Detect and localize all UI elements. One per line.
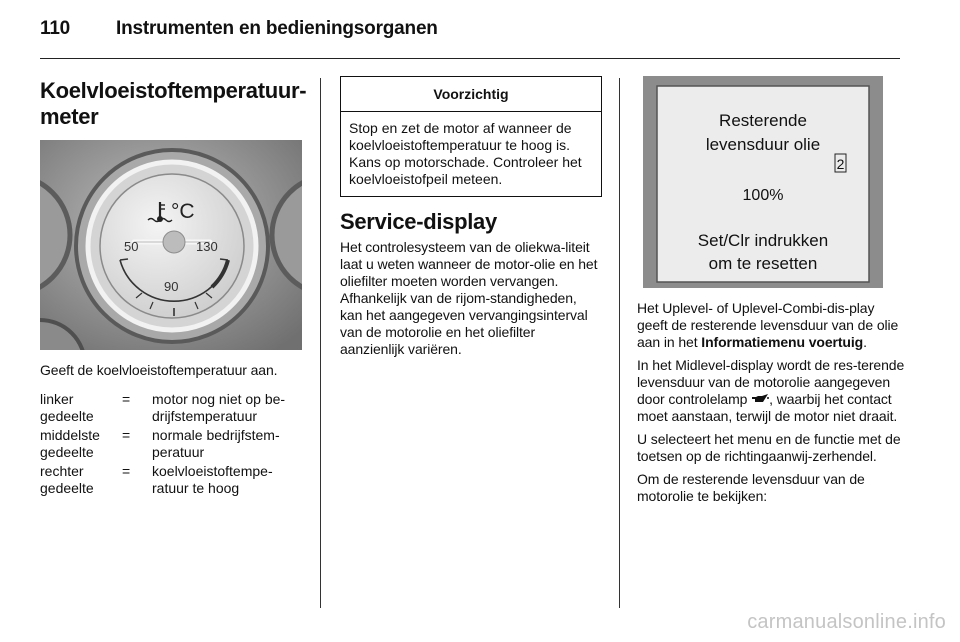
service-body: Het controlesysteem van de oliekwa-liteit laat u weten wanneer de motor-olie en het oliefilter moeten worden vervangen. Afhankelijk van de rijom-standigheden, kan het aangegeven vervangingsinterval van de motorolie en het oliefilter aanzienlijk variëren. [340, 239, 598, 357]
page-header [40, 18, 438, 40]
display-line-4: om te resetten [708, 254, 818, 273]
display-line-2: levensduur olie [705, 135, 821, 154]
oil-can-icon [751, 393, 769, 405]
display-line-3: Set/Clr indrukken [697, 231, 829, 250]
definition-row [40, 463, 302, 497]
paragraph-text: . [863, 334, 867, 350]
definition-term: linker gedeelte [40, 391, 94, 424]
gauge-mark-low: 50 [124, 239, 139, 254]
definition-description: normale bedrijfstem-peratuur [152, 427, 280, 460]
service-heading: Service-display [340, 209, 497, 234]
watermark: carmanualsonline.info [747, 611, 946, 633]
caution-title: Voorzichtig [341, 77, 601, 112]
coolant-intro: Geeft de koelvloeistoftemperatuur aan. [40, 362, 278, 378]
definition-row [40, 427, 302, 461]
section-title: Instrumenten en bedieningsorganen [116, 18, 438, 39]
gauge-mark-mid: 90 [164, 279, 179, 294]
column-divider-1 [320, 78, 321, 608]
definition-row [40, 391, 302, 425]
definition-equals: = [122, 463, 131, 479]
paragraph-menu: U selecteert het menu en de functie met de toetsen op de richtingaanwij-zerhendel. [637, 431, 901, 464]
gauge-unit-label: °C [171, 200, 195, 223]
paragraph-text: Het Uplevel- of Uplevel-Combi-dis-play geeft de resterende levensduur van de olie aan in het [637, 300, 899, 350]
display-line-1: Resterende [719, 111, 807, 130]
paragraph-view: Om de resterende levensduur van de motorolie te bekijken: [637, 471, 865, 504]
display-index: 2 [836, 156, 845, 172]
header-rule [40, 58, 900, 59]
page-number: 110 [40, 18, 71, 39]
paragraph-midlevel [637, 357, 905, 425]
gauge-mark-high: 130 [196, 239, 218, 254]
caution-text: Stop en zet de motor af wanneer de koelvloeistoftemperatuur te hoog is. Kans op motorschade. Controleer het koelvloeistofpeil meteen. [349, 120, 582, 187]
column-coolant [40, 78, 307, 499]
caution-box [340, 76, 602, 197]
column-oil-life [637, 76, 905, 511]
definition-equals: = [122, 391, 131, 407]
column-service [340, 76, 602, 364]
vehicle-info-menu-term: Informatiemenu voertuig [701, 334, 864, 350]
definition-list [40, 391, 302, 497]
definition-equals: = [122, 427, 131, 443]
definition-description: koelvloeistoftempe-ratuur te hoog [152, 463, 273, 496]
column-divider-2 [619, 78, 620, 608]
paragraph-text: , waarbij het contact moet aanstaan, terwijl de motor niet draait. [637, 391, 898, 424]
definition-term: middelste gedeelte [40, 427, 100, 460]
coolant-gauge-illustration [40, 140, 302, 350]
coolant-heading: Koelvloeistoftemperatuur-meter [40, 78, 307, 129]
paragraph-uplevel [637, 300, 905, 351]
oil-life-display-illustration [643, 76, 883, 288]
paragraph-text: In het Midlevel-display wordt de res-terende levensduur van de motorolie aangegeven door controlelamp [637, 357, 905, 407]
definition-term: rechter gedeelte [40, 463, 94, 496]
display-percent: 100% [742, 187, 784, 204]
definition-description: motor nog niet op be-drijfstemperatuur [152, 391, 286, 424]
